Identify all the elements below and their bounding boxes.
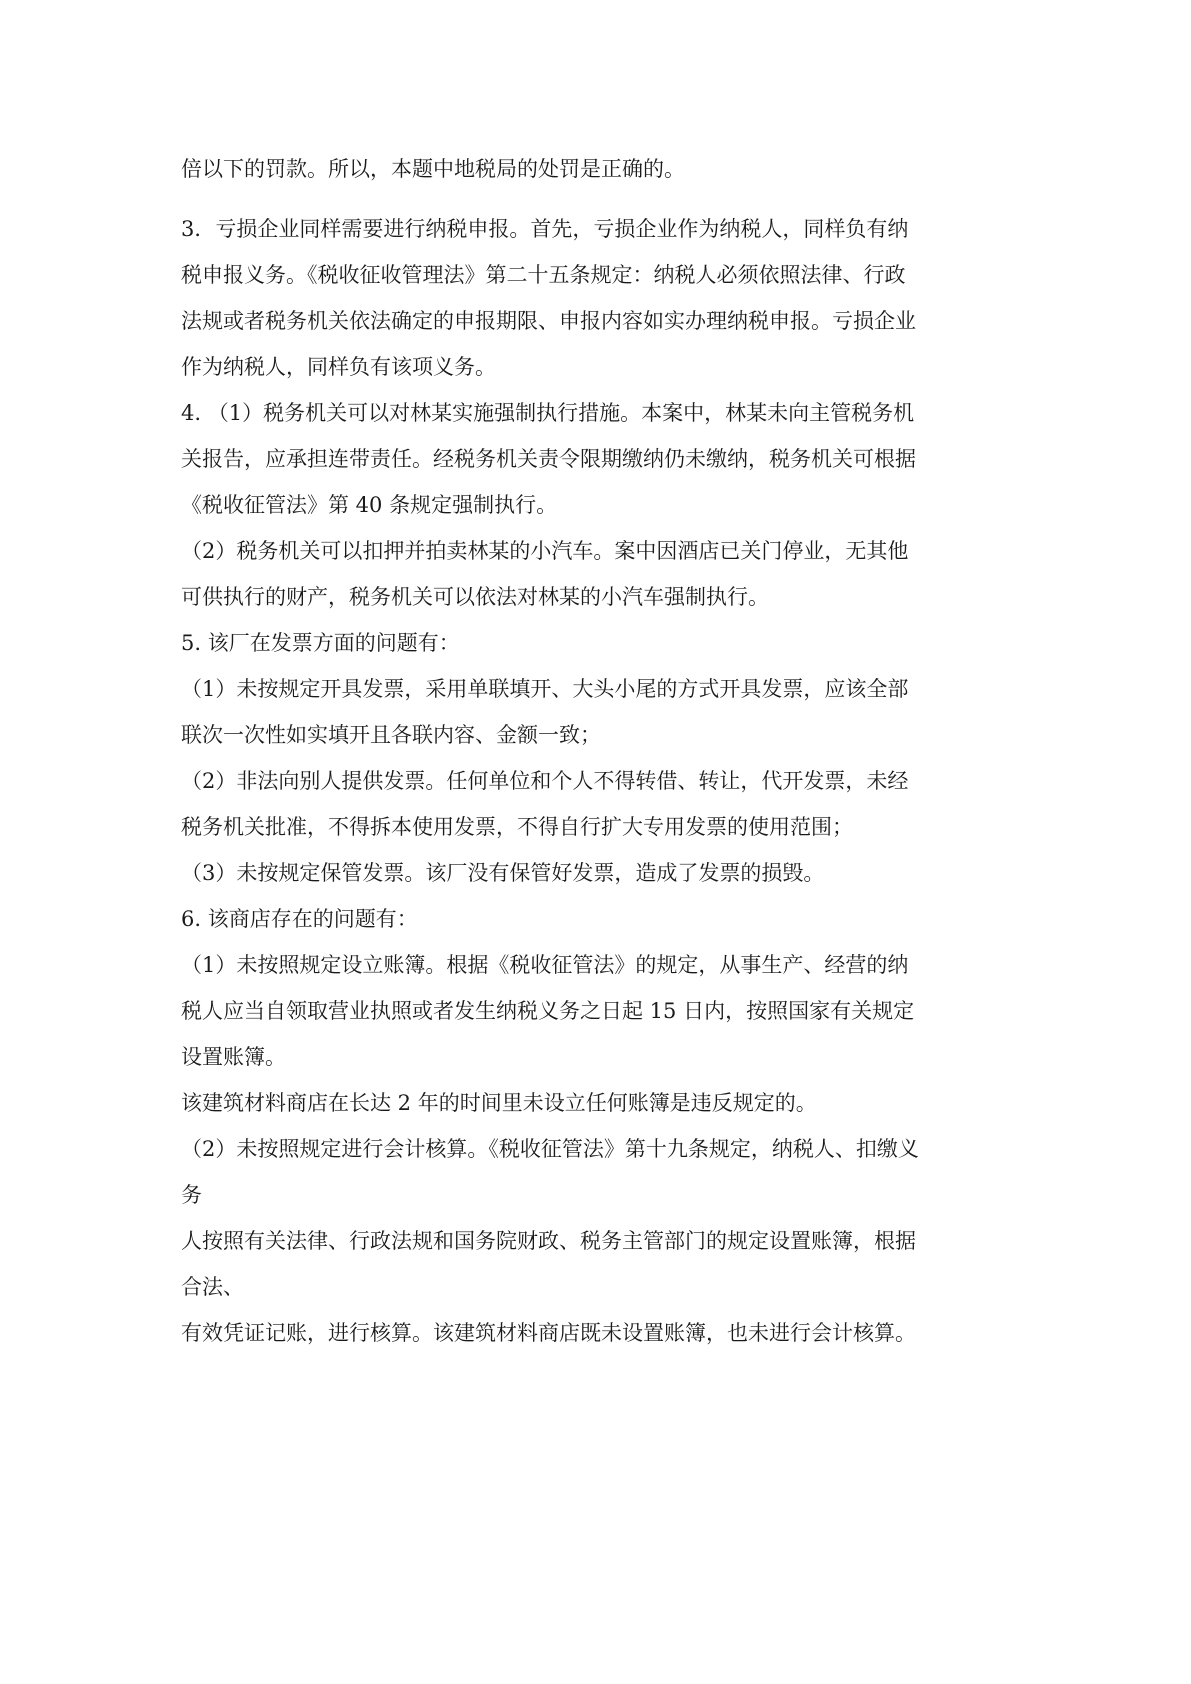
text-line: 4. （1）税务机关可以对林某实施强制执行措施。本案中，林某未向主管税务机 — [181, 401, 915, 425]
text-line: 法规或者税务机关依法确定的申报期限、申报内容如实办理纳税申报。亏损企业 — [181, 309, 916, 333]
text-line: 6. 该商店存在的问题有： — [181, 907, 418, 931]
document-body — [181, 146, 1017, 1356]
text-line: （3）未按规定保管发票。该厂没有保管好发票，造成了发票的损毁。 — [181, 861, 825, 885]
text-line: （2）税务机关可以扣押并拍卖林某的小汽车。案中因酒店已关门停业，无其他 — [181, 539, 909, 563]
text-line: 税务机关批准，不得拆本使用发票，不得自行扩大专用发票的使用范围； — [181, 815, 853, 839]
text-line: 合法、 — [181, 1275, 244, 1299]
text-line: 《税收征管法》第 40 条规定强制执行。 — [181, 493, 558, 517]
text-line: 设置账簿。 — [181, 1045, 286, 1069]
text-line: 该建筑材料商店在长达 2 年的时间里未设立任何账簿是违反规定的。 — [181, 1091, 817, 1115]
text-line: 联次一次性如实填开且各联内容、金额一致； — [181, 723, 601, 747]
text-line: 有效凭证记账，进行核算。该建筑材料商店既未设置账簿，也未进行会计核算。 — [181, 1321, 916, 1345]
text-line: 5. 该厂在发票方面的问题有： — [181, 631, 460, 655]
text-line: （2）未按照规定进行会计核算。《税收征管法》第十九条规定，纳税人、扣缴义 — [181, 1137, 919, 1161]
text-line: 人按照有关法律、行政法规和国务院财政、税务主管部门的规定设置账簿，根据 — [181, 1229, 916, 1253]
text-line: （1）未按规定开具发票，采用单联填开、大头小尾的方式开具发票，应该全部 — [181, 677, 909, 701]
text-line: 税人应当自领取营业执照或者发生纳税义务之日起 15 日内，按照国家有关规定 — [181, 999, 915, 1023]
text-line: 作为纳税人，同样负有该项义务。 — [181, 355, 496, 379]
text-line: 关报告，应承担连带责任。经税务机关责令限期缴纳仍未缴纳，税务机关可根据 — [181, 447, 916, 471]
text-line: 倍以下的罚款。所以，本题中地税局的处罚是正确的。 — [181, 157, 685, 181]
text-line: 可供执行的财产，税务机关可以依法对林某的小汽车强制执行。 — [181, 585, 769, 609]
text-line: （2）非法向别人提供发票。任何单位和个人不得转借、转让，代开发票，未经 — [181, 769, 909, 793]
text-line: 税申报义务。《税收征收管理法》第二十五条规定：纳税人必须依照法律、行政 — [181, 263, 906, 287]
text-line: 3．亏损企业同样需要进行纳税申报。首先，亏损企业作为纳税人，同样负有纳 — [181, 217, 909, 241]
text-line: （1）未按照规定设立账簿。根据《税收征管法》的规定，从事生产、经营的纳 — [181, 953, 909, 977]
text-line: 务 — [181, 1183, 202, 1207]
